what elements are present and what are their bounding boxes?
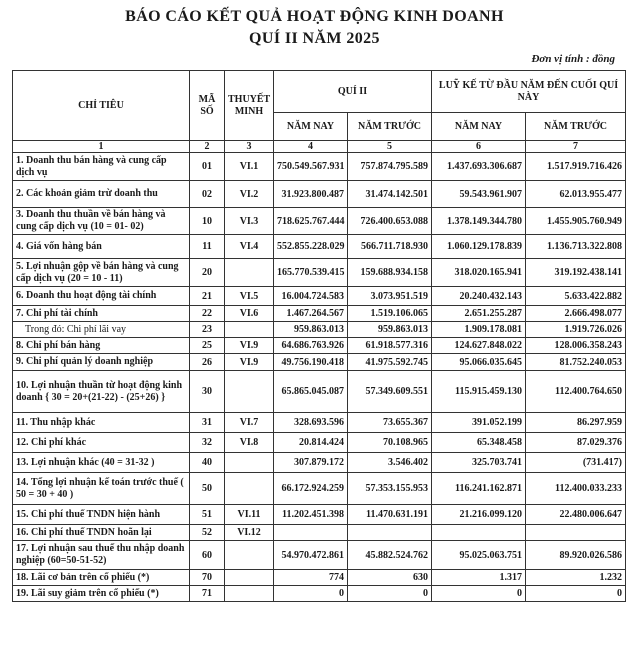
ytd-current-value: 1.378.149.344.780: [432, 208, 526, 235]
ytd-current-value: [432, 525, 526, 541]
ytd-previous-value: 1.517.919.716.426: [526, 153, 626, 181]
row-note: [225, 322, 274, 338]
q2-previous-value: 3.546.402: [348, 453, 432, 473]
ytd-previous-value: [526, 525, 626, 541]
row-note: VI.5: [225, 287, 274, 306]
row-label: 1. Doanh thu bán hàng và cung cấp dịch vụ: [13, 153, 190, 181]
row-note: [225, 541, 274, 570]
col-index: 2: [190, 141, 225, 153]
table-row: [13, 525, 626, 541]
row-label: 16. Chi phí thuế TNDN hoãn lại: [13, 525, 190, 541]
ytd-current-value: 1.437.693.306.687: [432, 153, 526, 181]
row-code: 51: [190, 505, 225, 525]
ytd-previous-value: 0: [526, 586, 626, 602]
q2-previous-value: 1.519.106.065: [348, 306, 432, 322]
table-row: [13, 354, 626, 371]
row-note: VI.11: [225, 505, 274, 525]
table-row: [13, 208, 626, 235]
ytd-current-value: 325.703.741: [432, 453, 526, 473]
q2-previous-value: 159.688.934.158: [348, 259, 432, 287]
ytd-previous-value: 128.006.358.243: [526, 338, 626, 354]
q2-current-value: 165.770.539.415: [274, 259, 348, 287]
ytd-previous-value: 319.192.438.141: [526, 259, 626, 287]
row-code: 50: [190, 473, 225, 505]
q2-previous-value: 57.353.155.953: [348, 473, 432, 505]
table-row: [13, 338, 626, 354]
q2-current-value: 65.865.045.087: [274, 371, 348, 413]
row-code: 25: [190, 338, 225, 354]
row-label: 8. Chi phí bán hàng: [13, 338, 190, 354]
q2-current-value: 16.004.724.583: [274, 287, 348, 306]
q2-previous-value: 11.470.631.191: [348, 505, 432, 525]
report-title: BÁO CÁO KẾT QUẢ HOẠT ĐỘNG KINH DOANH: [125, 8, 504, 25]
row-label: 7. Chi phí tài chính: [13, 306, 190, 322]
ytd-current-value: 124.627.848.022: [432, 338, 526, 354]
q2-previous-value: 630: [348, 570, 432, 586]
q2-current-value: 750.549.567.931: [274, 153, 348, 181]
header-qui-ii: QUÍ II: [274, 71, 432, 113]
ytd-current-value: 115.915.459.130: [432, 371, 526, 413]
q2-previous-value: 31.474.142.501: [348, 181, 432, 208]
row-note: VI.1: [225, 153, 274, 181]
q2-current-value: 0: [274, 586, 348, 602]
ytd-previous-value: 1.919.726.026: [526, 322, 626, 338]
header-ma-so: MÃ SỐ: [190, 71, 225, 141]
q2-previous-value: 566.711.718.930: [348, 235, 432, 259]
col-index: 7: [526, 141, 626, 153]
row-code: 32: [190, 433, 225, 453]
table-row: [13, 181, 626, 208]
table-row: [13, 541, 626, 570]
q2-current-value: 49.756.190.418: [274, 354, 348, 371]
q2-previous-value: 726.400.653.088: [348, 208, 432, 235]
row-note: VI.3: [225, 208, 274, 235]
ytd-current-value: 59.543.961.907: [432, 181, 526, 208]
row-label: 10. Lợi nhuận thuần từ hoạt động kinh doanh { 30 = 20+(21-22) - (25+26) }: [13, 371, 190, 413]
row-label: 15. Chi phí thuế TNDN hiện hành: [13, 505, 190, 525]
row-note: VI.8: [225, 433, 274, 453]
row-label: 19. Lãi suy giảm trên cổ phiếu (*): [13, 586, 190, 602]
row-note: [225, 586, 274, 602]
ytd-previous-value: 22.480.006.647: [526, 505, 626, 525]
ytd-current-value: 1.909.178.081: [432, 322, 526, 338]
row-code: 60: [190, 541, 225, 570]
ytd-current-value: 21.216.099.120: [432, 505, 526, 525]
q2-current-value: 54.970.472.861: [274, 541, 348, 570]
table-row: [13, 235, 626, 259]
row-code: 71: [190, 586, 225, 602]
ytd-previous-value: 1.232: [526, 570, 626, 586]
q2-previous-value: 757.874.795.589: [348, 153, 432, 181]
column-index-row: [13, 141, 626, 153]
col-index: 4: [274, 141, 348, 153]
ytd-previous-value: (731.417): [526, 453, 626, 473]
q2-current-value: 774: [274, 570, 348, 586]
table-row: [13, 453, 626, 473]
row-note: VI.4: [225, 235, 274, 259]
table-row: [13, 413, 626, 433]
ytd-current-value: 0: [432, 586, 526, 602]
q2-previous-value: 61.918.577.316: [348, 338, 432, 354]
income-statement-table: [12, 70, 626, 602]
q2-previous-value: 73.655.367: [348, 413, 432, 433]
header-chi-tieu: CHỈ TIÊU: [13, 71, 190, 141]
row-label: Trong đó: Chi phí lãi vay: [13, 322, 190, 338]
q2-current-value: 20.814.424: [274, 433, 348, 453]
row-label: 2. Các khoản giảm trừ doanh thu: [13, 181, 190, 208]
q2-current-value: 31.923.800.487: [274, 181, 348, 208]
row-note: VI.7: [225, 413, 274, 433]
row-code: 21: [190, 287, 225, 306]
table-row: [13, 570, 626, 586]
ytd-current-value: 1.060.129.178.839: [432, 235, 526, 259]
row-label: 9. Chi phí quản lý doanh nghiệp: [13, 354, 190, 371]
header-ytd-nam-truoc: NĂM TRƯỚC: [526, 113, 626, 141]
q2-previous-value: 45.882.524.762: [348, 541, 432, 570]
row-code: 20: [190, 259, 225, 287]
row-note: [225, 570, 274, 586]
q2-current-value: 64.686.763.926: [274, 338, 348, 354]
row-label: 11. Thu nhập khác: [13, 413, 190, 433]
header-thuyet-minh: THUYẾT MINH: [225, 71, 274, 141]
q2-previous-value: 57.349.609.551: [348, 371, 432, 413]
q2-previous-value: [348, 525, 432, 541]
report-period: QUÍ II NĂM 2025: [249, 30, 380, 47]
row-code: 10: [190, 208, 225, 235]
row-code: 23: [190, 322, 225, 338]
ytd-previous-value: 1.455.905.760.949: [526, 208, 626, 235]
q2-current-value: 1.467.264.567: [274, 306, 348, 322]
ytd-previous-value: 62.013.955.477: [526, 181, 626, 208]
col-index: 3: [225, 141, 274, 153]
row-label: 6. Doanh thu hoạt động tài chính: [13, 287, 190, 306]
header-q-nam-nay: NĂM NAY: [274, 113, 348, 141]
row-label: 5. Lợi nhuận gộp về bán hàng và cung cấp dịch vụ (20 = 10 - 11): [13, 259, 190, 287]
row-note: [225, 259, 274, 287]
ytd-current-value: 391.052.199: [432, 413, 526, 433]
row-note: VI.9: [225, 338, 274, 354]
row-note: VI.12: [225, 525, 274, 541]
row-code: 70: [190, 570, 225, 586]
row-label: 12. Chi phí khác: [13, 433, 190, 453]
row-code: 11: [190, 235, 225, 259]
row-note: VI.9: [225, 354, 274, 371]
q2-current-value: 718.625.767.444: [274, 208, 348, 235]
table-row: [13, 433, 626, 453]
row-label: 3. Doanh thu thuần về bán hàng và cung cấp dịch vụ (10 = 01- 02): [13, 208, 190, 235]
ytd-current-value: 116.241.162.871: [432, 473, 526, 505]
ytd-current-value: 1.317: [432, 570, 526, 586]
ytd-current-value: 65.348.458: [432, 433, 526, 453]
row-label: 4. Giá vốn hàng bán: [13, 235, 190, 259]
table-row: [13, 586, 626, 602]
col-index: 6: [432, 141, 526, 153]
table-row: [13, 153, 626, 181]
q2-previous-value: 959.863.013: [348, 322, 432, 338]
row-code: 02: [190, 181, 225, 208]
table-row: [13, 505, 626, 525]
row-note: VI.6: [225, 306, 274, 322]
q2-previous-value: 70.108.965: [348, 433, 432, 453]
q2-current-value: 11.202.451.398: [274, 505, 348, 525]
ytd-previous-value: 112.400.764.650: [526, 371, 626, 413]
q2-current-value: 328.693.596: [274, 413, 348, 433]
ytd-current-value: 95.025.063.751: [432, 541, 526, 570]
row-code: 31: [190, 413, 225, 433]
row-note: VI.2: [225, 181, 274, 208]
ytd-previous-value: 89.920.026.586: [526, 541, 626, 570]
row-label: 13. Lợi nhuận khác (40 = 31-32 ): [13, 453, 190, 473]
q2-current-value: 307.879.172: [274, 453, 348, 473]
q2-current-value: [274, 525, 348, 541]
ytd-current-value: 318.020.165.941: [432, 259, 526, 287]
header-ytd-nam-nay: NĂM NAY: [432, 113, 526, 141]
q2-previous-value: 0: [348, 586, 432, 602]
q2-current-value: 552.855.228.029: [274, 235, 348, 259]
row-note: [225, 473, 274, 505]
ytd-previous-value: 87.029.376: [526, 433, 626, 453]
row-code: 01: [190, 153, 225, 181]
col-index: 5: [348, 141, 432, 153]
row-label: 14. Tổng lợi nhuận kế toán trước thuế ( 50 = 30 + 40 ): [13, 473, 190, 505]
ytd-current-value: 20.240.432.143: [432, 287, 526, 306]
table-row: [13, 306, 626, 322]
currency-unit: Đơn vị tính : đồng: [531, 53, 615, 65]
table-row: [13, 371, 626, 413]
table-row: [13, 473, 626, 505]
row-code: 22: [190, 306, 225, 322]
ytd-current-value: 2.651.255.287: [432, 306, 526, 322]
ytd-previous-value: 2.666.498.077: [526, 306, 626, 322]
q2-previous-value: 41.975.592.745: [348, 354, 432, 371]
table-row: [13, 287, 626, 306]
ytd-previous-value: 112.400.033.233: [526, 473, 626, 505]
col-index: 1: [13, 141, 190, 153]
row-code: 40: [190, 453, 225, 473]
header-luy-ke: LUỸ KẾ TỪ ĐẦU NĂM ĐẾN CUỐI QUÍ NÀY: [432, 71, 626, 113]
row-code: 52: [190, 525, 225, 541]
row-code: 26: [190, 354, 225, 371]
ytd-current-value: 95.066.035.645: [432, 354, 526, 371]
ytd-previous-value: 1.136.713.322.808: [526, 235, 626, 259]
row-label: 18. Lãi cơ bản trên cổ phiếu (*): [13, 570, 190, 586]
row-label: 17. Lợi nhuận sau thuế thu nhập doanh nghiệp (60=50-51-52): [13, 541, 190, 570]
ytd-previous-value: 5.633.422.882: [526, 287, 626, 306]
q2-current-value: 66.172.924.259: [274, 473, 348, 505]
table-row: [13, 322, 626, 338]
row-code: 30: [190, 371, 225, 413]
ytd-previous-value: 81.752.240.053: [526, 354, 626, 371]
q2-current-value: 959.863.013: [274, 322, 348, 338]
ytd-previous-value: 86.297.959: [526, 413, 626, 433]
q2-previous-value: 3.073.951.519: [348, 287, 432, 306]
header-q-nam-truoc: NĂM TRƯỚC: [348, 113, 432, 141]
table-row: [13, 259, 626, 287]
row-note: [225, 453, 274, 473]
row-note: [225, 371, 274, 413]
